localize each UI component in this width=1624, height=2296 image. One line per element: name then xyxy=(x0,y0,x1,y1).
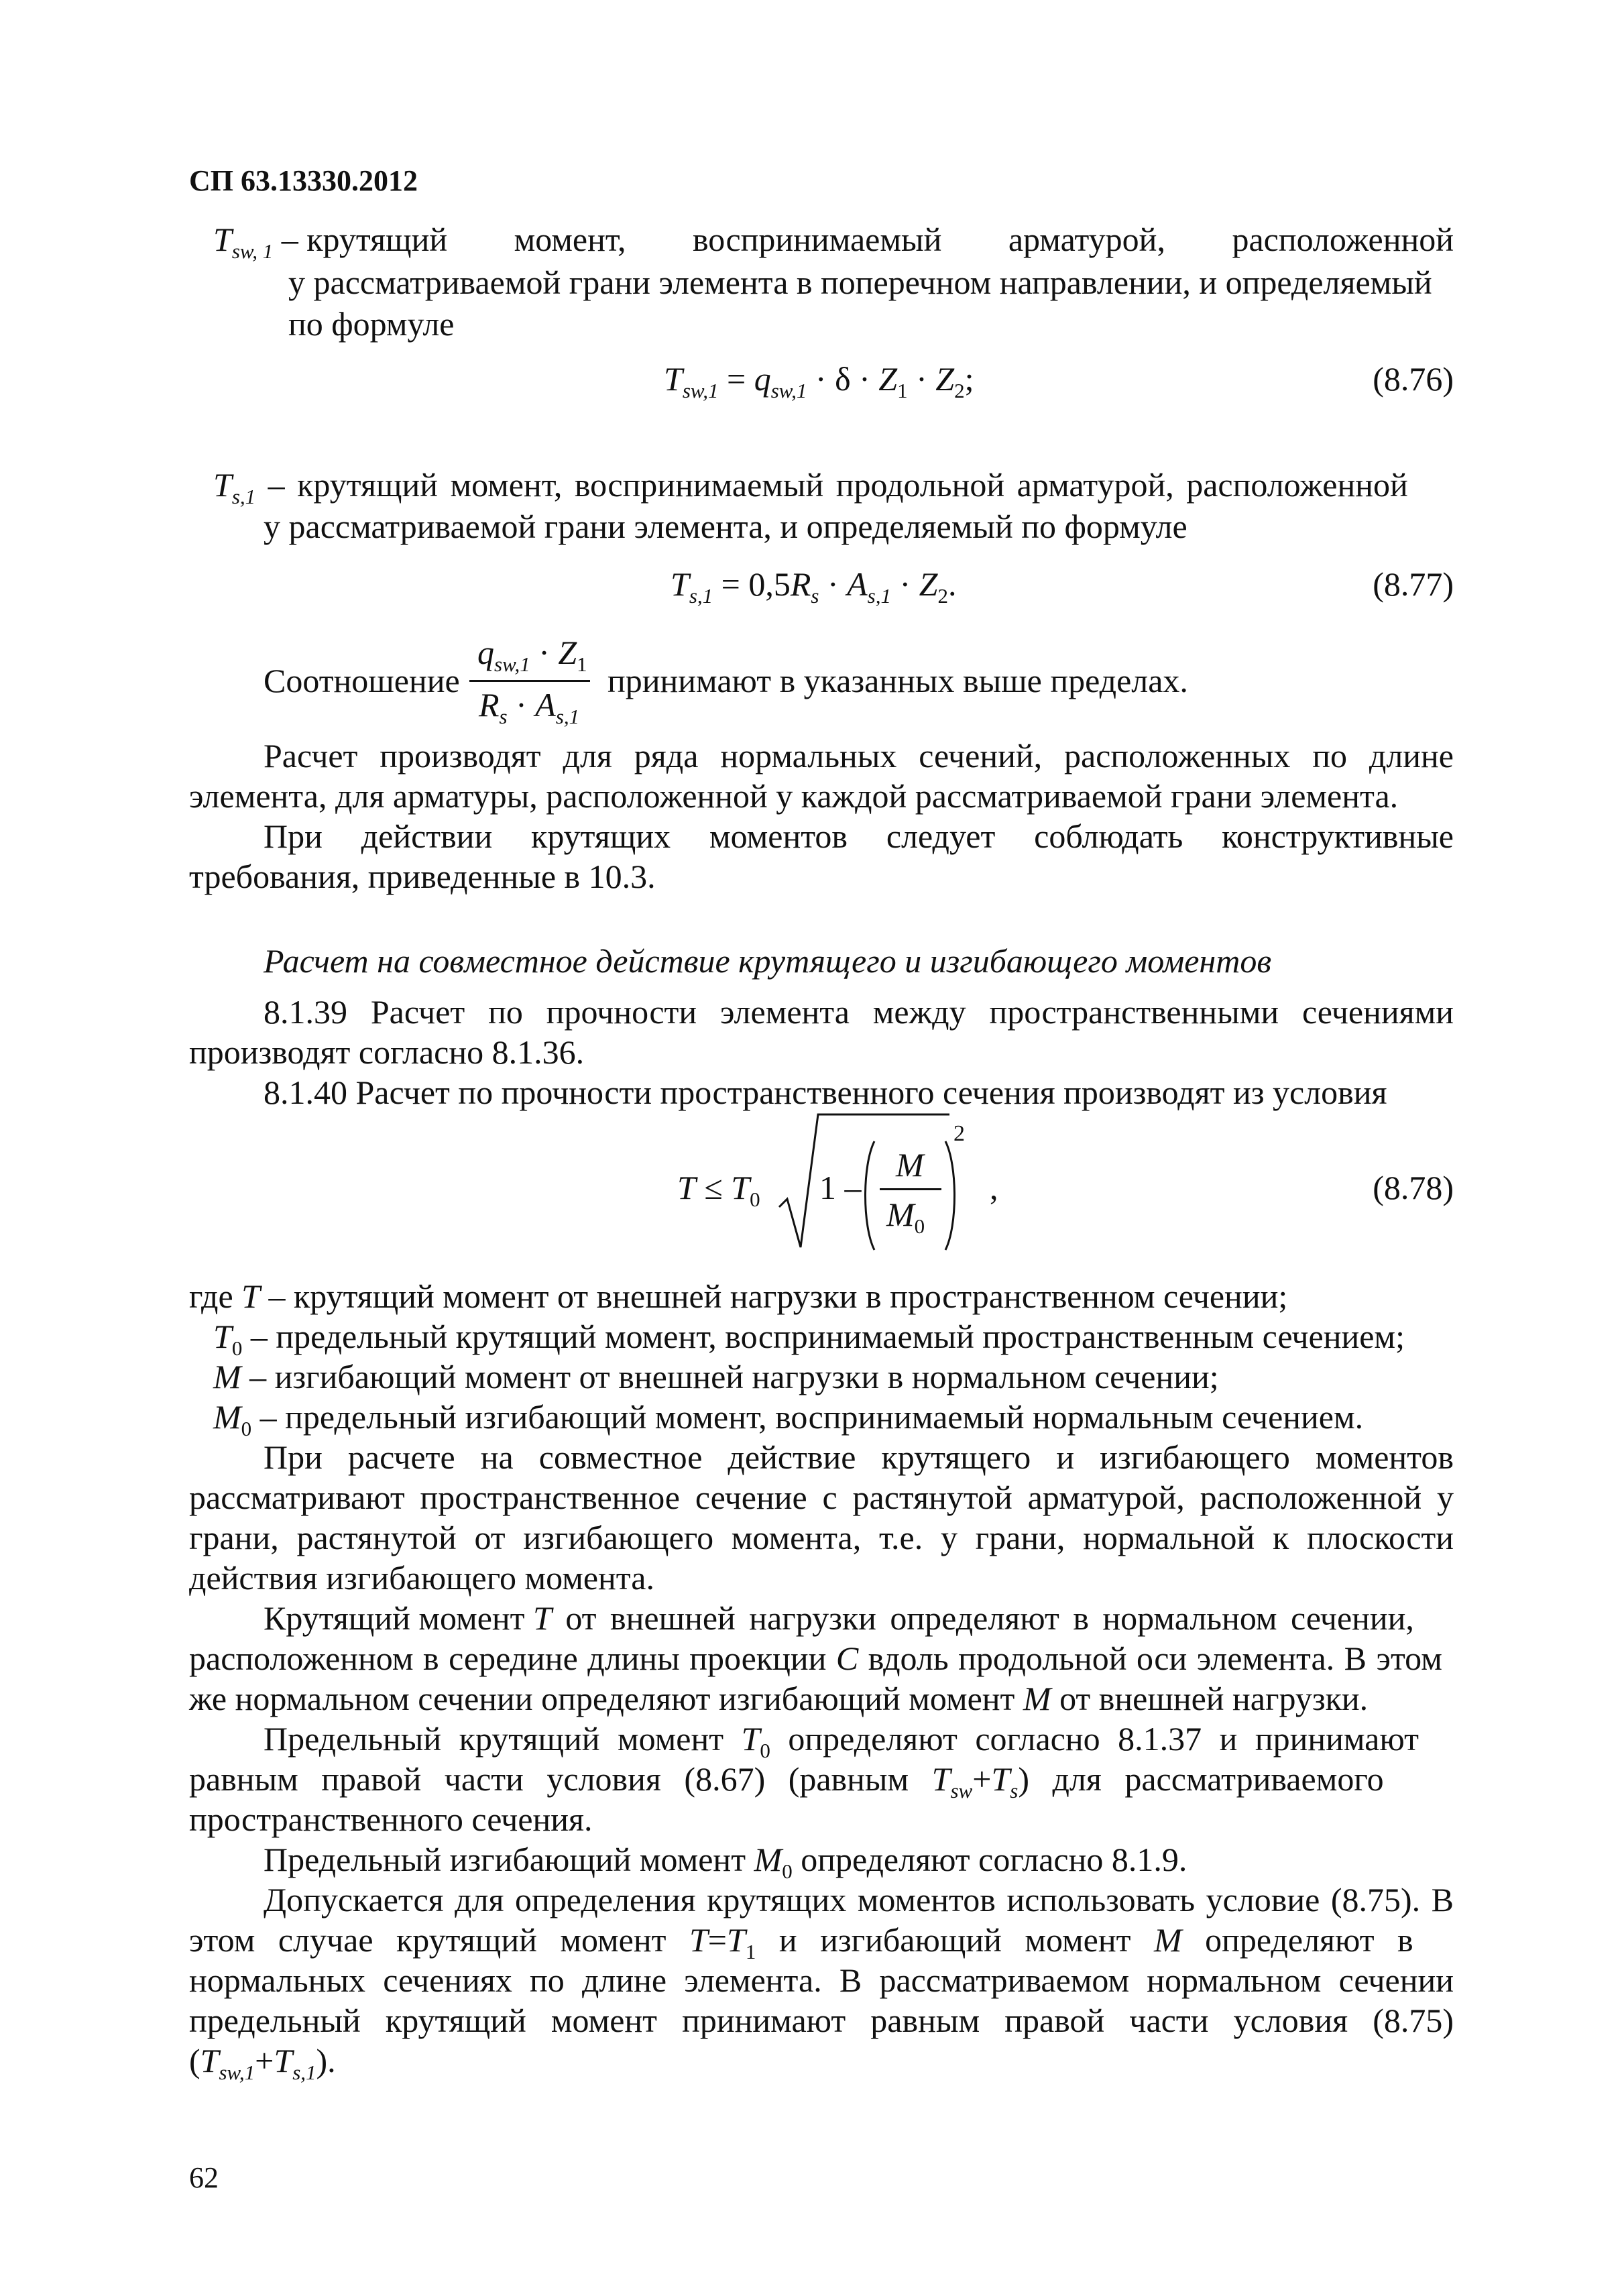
symbol-subscript: s,1 xyxy=(231,484,256,508)
eq-symbol: R xyxy=(479,686,500,724)
paragraph-joint-line1: При расчете на совместное действие крутящего и изгибающего моментов xyxy=(264,1438,1454,1476)
definition-ts1-line1 xyxy=(213,465,1408,508)
para-text: расположенном в середине длины проекции xyxy=(189,1640,836,1677)
eq-symbol: T xyxy=(991,1760,1010,1798)
eq-subscript: 1 xyxy=(745,1939,756,1963)
eq-punct: ; xyxy=(964,360,974,398)
eq-punct: ( xyxy=(189,2042,200,2079)
where-text: – предельный изгибающий момент, воспринимаемый нормальным сечением. xyxy=(251,1398,1364,1436)
word: – крутящий xyxy=(273,221,448,258)
eq-symbol: T xyxy=(200,2042,219,2079)
symbol-subscript: sw, 1 xyxy=(231,239,274,263)
eq-symbol: q xyxy=(754,360,771,398)
eq-symbol: T xyxy=(664,360,683,398)
paragraph-t0-line2 xyxy=(189,1760,1384,1802)
fraction-denominator xyxy=(479,685,580,728)
paragraph-m0 xyxy=(264,1840,1187,1883)
paragraph-joint-line4: действия изгибающего момента. xyxy=(189,1559,654,1597)
eq-symbol: A xyxy=(847,565,868,603)
eq-subscript: sw xyxy=(950,1778,973,1802)
eq-symbol: Z xyxy=(558,634,577,671)
eq-symbol: T xyxy=(727,1921,746,1959)
ratio-lead-text: Соотношение xyxy=(264,662,460,699)
ratio-fraction xyxy=(469,633,590,727)
para-text: Предельный крутящий момент xyxy=(264,1720,742,1758)
para-text: Крутящий момент xyxy=(264,1599,534,1637)
eq-operator: = xyxy=(718,360,754,398)
eq-punct: , xyxy=(990,1169,998,1206)
eq-symbol: M xyxy=(1023,1680,1051,1717)
where-lead: где xyxy=(189,1277,242,1315)
clause-8-1-39-line2: производят согласно 8.1.36. xyxy=(189,1033,585,1071)
eq-symbol: M xyxy=(1153,1921,1182,1959)
para-text: от внешней нагрузки. xyxy=(1051,1680,1369,1717)
page-number: 62 xyxy=(189,2161,219,2194)
symbol-t: T xyxy=(213,221,232,258)
para-text: ) для рассматриваемого xyxy=(1018,1760,1384,1798)
paragraph-t-line1-text xyxy=(264,1599,1414,1640)
eq-one-minus: 1 – xyxy=(819,1169,862,1206)
eq-operator: ≤ xyxy=(695,1169,732,1206)
definition-tsw1-line2: у рассматриваемой грани элемента в поперечном направлении, и определяемый xyxy=(288,264,1432,301)
eq-subscript: 0 xyxy=(760,1738,770,1762)
eq-symbol: T xyxy=(274,2042,293,2079)
definition-ts1-line2: у рассматриваемой грани элемента, и определяемый по формуле xyxy=(264,508,1187,545)
paragraph-allow-line5 xyxy=(189,2041,336,2084)
eq-operator: + xyxy=(972,1760,992,1798)
paragraph-allow-line1: Допускается для определения крутящих моментов использовать условие (8.75). В xyxy=(264,1881,1454,1918)
paragraph-allow-line2 xyxy=(189,1920,1413,1963)
definition-text: – крутящий момент, воспринимаемый продольной арматурой, расположенной xyxy=(255,466,1408,504)
eq-symbol: M xyxy=(213,1398,241,1436)
para-text: вдоль продольной оси элемента. В этом xyxy=(858,1640,1442,1677)
eq-subscript: sw,1 xyxy=(770,378,807,402)
eq-symbol: Z xyxy=(878,360,898,398)
fraction-numerator: M xyxy=(896,1146,924,1184)
para-text: определяют согласно 8.1.9. xyxy=(792,1841,1187,1878)
eq-operator: · xyxy=(507,686,536,724)
clause-8-1-40: 8.1.40 Расчет по прочности пространственного сечения производят из условия xyxy=(264,1074,1387,1111)
eq-operator: · xyxy=(907,360,936,398)
eq-subscript: s,1 xyxy=(292,2060,316,2084)
eq-symbol: T xyxy=(689,1921,708,1959)
eq-symbol: Z xyxy=(919,565,938,603)
eq-subscript: s,1 xyxy=(867,583,891,608)
eq-symbol: M xyxy=(213,1358,241,1395)
eq-subscript: s xyxy=(1010,1778,1019,1802)
paragraph-t-line2 xyxy=(189,1639,1442,1678)
fraction-denominator xyxy=(886,1195,925,1238)
word: арматурой, xyxy=(1008,221,1165,258)
eq-symbol: C xyxy=(835,1640,859,1677)
symbol-t: T xyxy=(213,466,232,504)
paragraph-joint-line3: грани, растянутой от изгибающего момента, т.е. у грани, нормальной к плоскости xyxy=(189,1519,1454,1556)
paragraph-t-line3 xyxy=(189,1679,1368,1718)
eq-symbol: A xyxy=(535,686,556,724)
eq-exponent: 2 xyxy=(953,1121,965,1146)
where-line-t xyxy=(189,1277,1287,1316)
eq-subscript: 2 xyxy=(937,583,948,608)
eq-symbol: R xyxy=(790,565,811,603)
where-line-m0 xyxy=(213,1397,1364,1440)
eq-subscript: s,1 xyxy=(555,704,580,728)
eq-subscript: 2 xyxy=(954,378,965,402)
definition-tsw1-line1 xyxy=(213,220,1454,262)
eq-subscript: sw,1 xyxy=(494,652,530,676)
eq-subscript: 0 xyxy=(231,1336,243,1360)
eq-symbol: T xyxy=(241,1277,260,1315)
paragraph-calc-line1: Расчет производят для ряда нормальных сечений, расположенных по длине xyxy=(264,737,1454,774)
fraction-bar xyxy=(469,680,590,682)
eq-subscript: s xyxy=(499,704,508,728)
where-text: – изгибающий момент от внешней нагрузки в нормальном сечении; xyxy=(241,1358,1219,1395)
paragraph-allow-line3: нормальных сечениях по длине элемента. В рассматриваемом нормальном сечении xyxy=(189,1961,1454,1999)
eq-symbol: T xyxy=(677,1169,696,1206)
equation-number-8-76: (8.76) xyxy=(1373,360,1454,398)
eq-subscript: 1 xyxy=(577,652,587,676)
fraction-bar xyxy=(880,1188,941,1190)
clause-8-1-39-line1: 8.1.39 Расчет по прочности элемента между пространственными сечениями xyxy=(264,993,1454,1031)
eq-symbol: T xyxy=(213,1318,232,1355)
eq-subscript: 0 xyxy=(750,1187,760,1211)
word: расположенной xyxy=(1232,221,1454,258)
where-text: – крутящий момент от внешней нагрузки в пространственном сечении; xyxy=(259,1277,1288,1315)
eq-symbol: T xyxy=(931,1760,951,1798)
para-text: от внешней нагрузки определяют в нормальном сечении, xyxy=(551,1599,1414,1637)
paragraph-calc-line2: элемента, для арматуры, расположенной у каждой рассматриваемой грани элемента. xyxy=(189,777,1399,815)
paragraph-t0-line1 xyxy=(264,1719,1419,1762)
equation-8-77 xyxy=(671,565,957,608)
para-text: равным правой части условия (8.67) (равным xyxy=(189,1760,932,1798)
para-text: этом случае крутящий момент xyxy=(189,1921,689,1959)
eq-symbol: M xyxy=(886,1196,915,1233)
equation-8-76 xyxy=(664,359,974,402)
document-code: СП 63.13330.2012 xyxy=(189,164,418,197)
fraction-numerator xyxy=(477,633,587,676)
para-text: определяют согласно 8.1.37 и принимают xyxy=(770,1720,1419,1758)
eq-operator: · xyxy=(891,565,919,603)
word: момент, xyxy=(514,221,626,258)
equation-number-8-78: (8.78) xyxy=(1373,1169,1454,1206)
equation-8-78 xyxy=(677,1106,972,1261)
paragraph-allow-line4: предельный крутящий момент принимают равным правой части условия (8.75) xyxy=(189,2002,1454,2039)
paragraph-joint-line2: рассматривают пространственное сечение с растянутой арматурой, расположенной у xyxy=(189,1479,1454,1516)
ratio-trail-text: принимают в указанных выше пределах. xyxy=(607,662,1188,699)
eq-symbol: Z xyxy=(935,360,955,398)
where-text: – предельный крутящий момент, воспринимаемый пространственным сечением; xyxy=(242,1318,1405,1355)
eq-subscript: 1 xyxy=(897,378,908,402)
eq-punct: . xyxy=(947,565,957,603)
eq-subscript: s,1 xyxy=(689,583,713,608)
para-text: Предельный изгибающий момент xyxy=(264,1841,754,1878)
eq-subscript: sw,1 xyxy=(682,378,719,402)
paragraph-torque-line2: требования, приведенные в 10.3. xyxy=(189,858,656,895)
eq-punct: ). xyxy=(316,2042,336,2079)
eq-subscript: 0 xyxy=(782,1859,793,1883)
eq-subscript: s xyxy=(811,583,819,608)
eq-operator: · xyxy=(530,634,559,671)
eq-symbol: T xyxy=(731,1169,750,1206)
word: воспринимаемый xyxy=(692,221,942,258)
eq-operator: · xyxy=(819,565,848,603)
equation-number-8-77: (8.77) xyxy=(1373,565,1454,603)
paragraph-t-line1 xyxy=(264,1599,1454,1640)
eq-operator: + xyxy=(255,2042,274,2079)
para-text: и изгибающий момент xyxy=(756,1921,1154,1959)
paragraph-t0-line3: пространственного сечения. xyxy=(189,1800,593,1838)
eq-symbol: T xyxy=(741,1720,760,1758)
eq-symbol: M xyxy=(754,1841,782,1878)
paragraph-torque-line1: При действии крутящих моментов следует соблюдать конструктивные xyxy=(264,817,1454,855)
eq-subscript: 0 xyxy=(914,1214,925,1238)
eq-operator: = xyxy=(707,1921,727,1959)
where-line-t0 xyxy=(213,1317,1405,1360)
eq-lhs xyxy=(677,1168,760,1211)
eq-symbol: q xyxy=(477,634,494,671)
para-text: же нормальном сечении определяют изгибающий момент xyxy=(189,1680,1023,1717)
eq-subscript: sw,1 xyxy=(219,2060,255,2084)
para-text: определяют в xyxy=(1181,1921,1413,1959)
eq-subscript: 0 xyxy=(241,1416,252,1440)
eq-symbol: T xyxy=(671,565,689,603)
where-line-m xyxy=(213,1357,1219,1396)
eq-operator: · δ · xyxy=(807,360,879,398)
left-paren xyxy=(858,1139,878,1253)
definition-tsw1-lead xyxy=(213,220,447,262)
eq-operator: = 0,5 xyxy=(713,565,791,603)
section-subheading: Расчет на совместное действие крутящего и изгибающего моментов xyxy=(264,942,1272,980)
right-paren xyxy=(941,1139,962,1253)
definition-tsw1-line3: по формуле xyxy=(288,305,455,343)
eq-symbol: T xyxy=(533,1599,552,1637)
